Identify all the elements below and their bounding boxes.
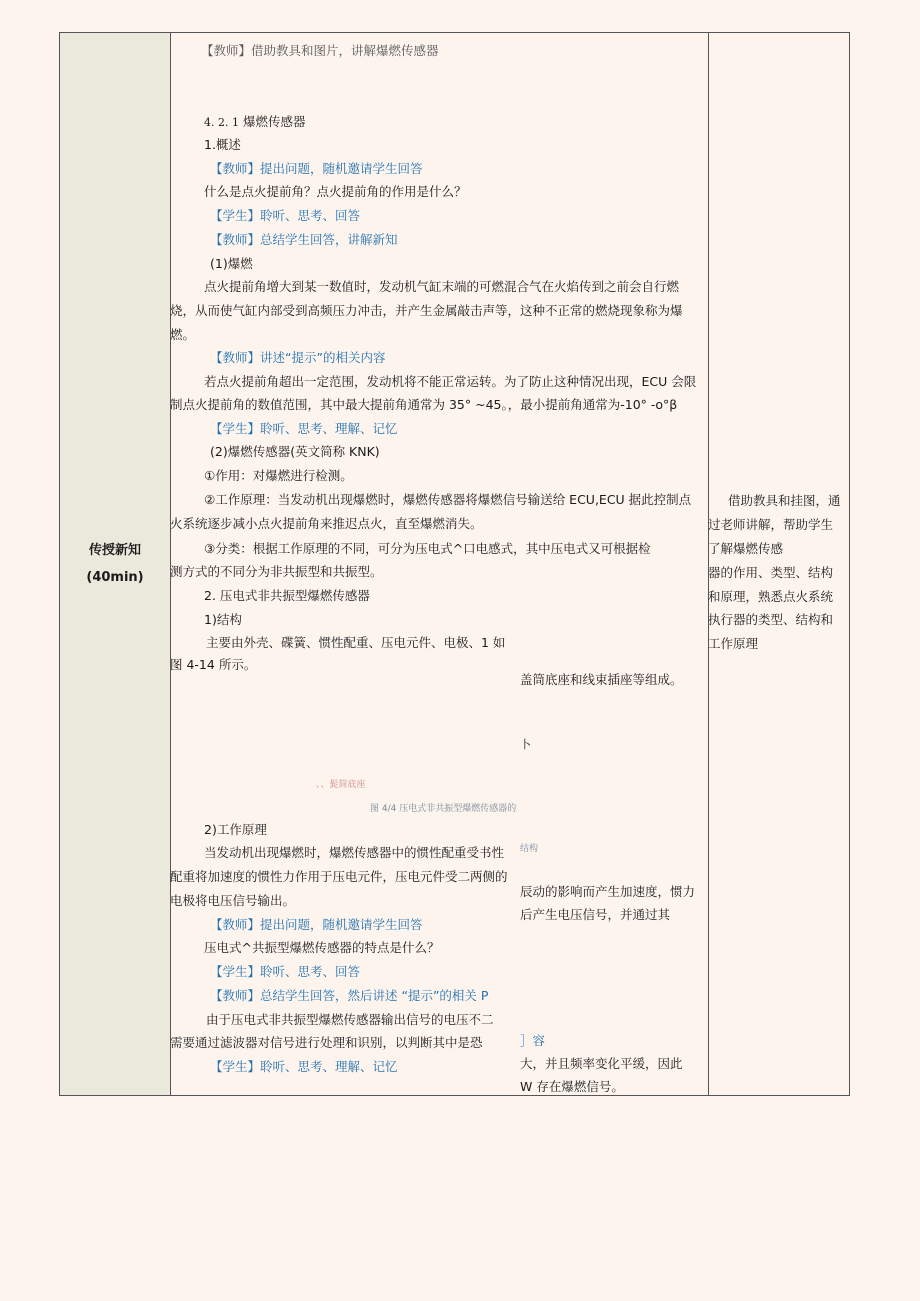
notes-line: 器的作用、类型、结构: [708, 565, 834, 580]
student-response: 【学生】聆听、思考、理解、记忆: [210, 1059, 398, 1074]
paragraph-line: 火系统逐步减小点火提前角来推迟点火，直至爆燃消失。: [170, 516, 483, 531]
paragraph-line: 当发动机出现爆燃时，爆燃传感器中的惯性配重受书性: [204, 845, 505, 860]
section-number: 4. 2. 1: [204, 116, 239, 129]
paragraph-line: 电极将电压信号输出。: [170, 893, 296, 908]
student-response: 【学生】聆听、思考、回答: [210, 208, 361, 223]
teacher-summary: 【教师】总结学生回答，然后讲述 “提示”的相关 P: [210, 988, 489, 1003]
question-text: 压电式^共振型爆燃传感器的特点是什么？: [204, 940, 440, 955]
paragraph-fragment: 辰动的影响而产生加速度，惯力: [520, 884, 696, 899]
notes-line: 了解爆燃传感: [708, 541, 784, 556]
teacher-question: 【教师】提出问题，随机邀请学生回答: [210, 917, 423, 932]
paragraph-line: 烧，从而使气缸内部受到高频压力冲击，并产生金属敲击声等，这种不正常的燃烧现象称为爆: [170, 303, 683, 318]
figure-caption-tail: 结构: [520, 844, 539, 854]
paragraph-line: 图 4-14 所示。: [170, 657, 257, 672]
column-divider: [708, 33, 709, 1095]
teacher-intro: 【教师】借助教具和图片，讲解爆燃传感器: [201, 43, 439, 58]
paragraph-line: 燃。: [170, 327, 196, 342]
teacher-question: 【教师】提出问题，随机邀请学生回答: [210, 161, 423, 176]
paragraph-fragment: 后产生电压信号，并通过其: [520, 907, 671, 922]
item-sensor: (2)爆燃传感器(英文简称 KNK): [210, 444, 380, 459]
paragraph-line: 需要通过滤波器对信号进行处理和识别，以判断其中是恐: [170, 1035, 483, 1050]
notes-line: 执行器的类型、结构和: [708, 612, 834, 627]
figure-fragment: 卜: [520, 738, 531, 751]
paragraph-line: 点火提前角增大到某一数值时，发动机气缸末端的可燃混合气在火焰传到之前会自行燃: [204, 279, 680, 294]
section-title: 爆燃传感器: [242, 114, 306, 129]
item-principle: ②工作原理：当发动机出现爆燃时，爆燃传感器将爆燃信号输送给 ECU,ECU 据此控制点: [204, 492, 692, 507]
paragraph-line: 制点火提前角的数值范围，其中最大提前角通常为 35° ~45。，最小提前角通常为-10° -o°β: [170, 397, 678, 412]
paragraph-line: 由于压电式非共振型爆燃传感器输出信号的电压不二: [206, 1012, 494, 1027]
paragraph-line: 若点火提前角超出一定范围，发动机将不能正常运转。为了防止这种情况出现，ECU 会限: [204, 374, 697, 389]
section-heading: [204, 114, 305, 131]
subsection-overview: 1.概述: [204, 137, 241, 152]
paragraph-line: 主要由外壳、碟簧、惯性配重、压电元件、电极、1 如: [206, 635, 506, 650]
student-response: 【学生】聆听、思考、回答: [210, 964, 361, 979]
figure-caption: 图 4/4 压电式非共振型爆燃传感器的: [370, 804, 517, 814]
teacher-tip: 【教师】讲述“提示”的相关内容: [210, 350, 386, 365]
item-classification: ③分类：根据工作原理的不同，可分为压电式^口电感式，其中压电式又可根据检: [204, 541, 651, 556]
subsection-heading: 2. 压电式非共振型爆燃传感器: [204, 588, 370, 603]
paragraph-line: 配重将加速度的惯性力作用于压电元件，压电元件受二两侧的: [170, 869, 508, 884]
figure-label: 、、髭简底座: [316, 780, 366, 790]
notes-line: 工作原理: [708, 636, 759, 651]
stage-title: 传授新知: [88, 543, 141, 558]
item-function: ①作用：对爆燃进行检测。: [204, 468, 353, 483]
student-response: 【学生】聆听、思考、理解、记忆: [210, 421, 398, 436]
notes-line: 借助教具和挂图，通: [728, 493, 841, 508]
item-structure: 1)结构: [204, 612, 242, 627]
notes-line: 和原理，熟悉点火系统: [708, 589, 834, 604]
paragraph-line: 测方式的不同分为非共振型和共振型。: [170, 564, 383, 579]
item-working-principle: 2)工作原理: [204, 822, 267, 837]
question-text: 什么是点火提前角？点火提前角的作用是什么？: [204, 184, 467, 199]
paragraph-fragment: W 存在爆燃信号。: [520, 1079, 624, 1094]
teacher-summary: 【教师】总结学生回答，讲解新知: [210, 232, 398, 247]
paragraph-fragment: 盖筒底座和线束插座等组成。: [520, 672, 683, 687]
paragraph-fragment: 大，并且频率变化平缓，因此: [520, 1056, 683, 1071]
stage-cell: [60, 537, 170, 591]
stage-duration: (40min): [86, 570, 144, 585]
item-knock: (1)爆燃: [210, 256, 253, 271]
paragraph-fragment: ］容: [520, 1033, 546, 1048]
notes-line: 过老师讲解，帮助学生: [708, 517, 834, 532]
